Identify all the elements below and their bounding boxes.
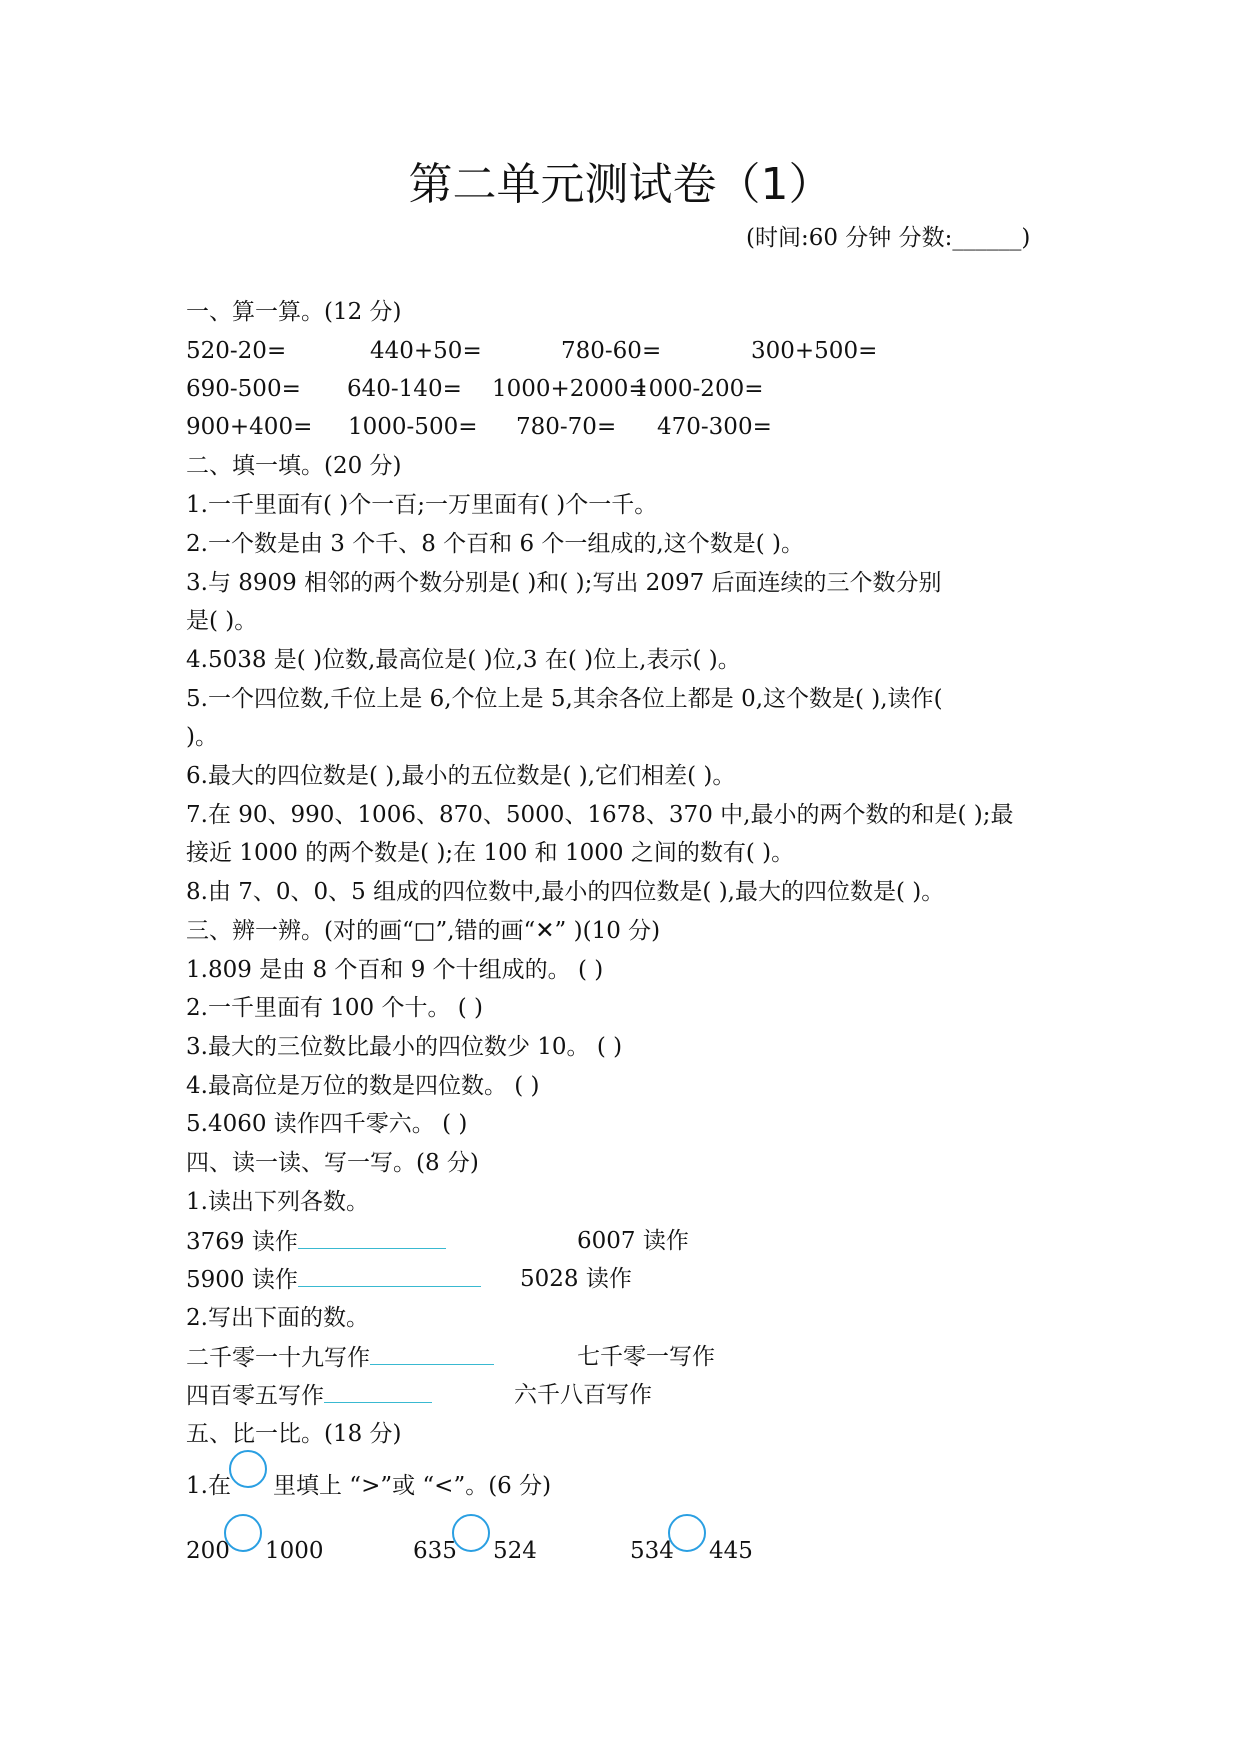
compare-answer-circle[interactable]	[452, 1514, 490, 1552]
compare-left-value: 534	[630, 1538, 674, 1564]
section-3-heading: 三、辨一辨。(对的画“□”,错的画“✕” )(10 分)	[186, 918, 661, 944]
fill-question-3-cont: 是( )。	[186, 608, 258, 634]
fill-question-7-cont: 接近 1000 的两个数是( );在 100 和 1000 之间的数有( )。	[186, 840, 795, 866]
write-subheading: 2.写出下面的数。	[186, 1305, 369, 1331]
fill-question-7: 7.在 90、990、1006、870、5000、1678、370 中,最小的两个数的和是( );最	[186, 802, 1014, 828]
read-item-label: 6007 读作	[577, 1228, 689, 1254]
read-item-label: 5900 读作	[186, 1267, 298, 1293]
write-item-label: 四百零五写作	[186, 1383, 324, 1409]
fill-question-8: 8.由 7、0、0、5 组成的四位数中,最小的四位数是( ),最大的四位数是( )。	[186, 879, 945, 905]
read-subheading: 1.读出下列各数。	[186, 1189, 369, 1215]
fill-question-5: 5.一个四位数,千位上是 6,个位上是 5,其余各位上都是 0,这个数是( ),读作(	[186, 686, 943, 712]
compare-right-value: 524	[493, 1538, 537, 1564]
section-4-heading: 四、读一读、写一写。(8 分)	[186, 1150, 479, 1176]
calc-item: 640-140=	[347, 376, 462, 402]
read-item-label: 5028 读作	[520, 1266, 632, 1292]
calc-item: 690-500=	[186, 376, 301, 402]
read-item	[186, 1226, 446, 1257]
calc-item: 1000+2000=	[492, 376, 648, 402]
calc-item: 470-300=	[657, 414, 772, 440]
answer-blank[interactable]	[370, 1342, 494, 1365]
fill-question-2: 2.一个数是由 3 个千、8 个百和 6 个一组成的,这个数是( )。	[186, 531, 804, 557]
section-5-heading: 五、比一比。(18 分)	[186, 1421, 402, 1447]
fill-question-5-cont: )。	[186, 724, 218, 750]
compare-circle-sample	[229, 1450, 267, 1488]
judge-question-5: 5.4060 读作四千零六。 ( )	[186, 1111, 468, 1137]
calc-item: 900+400=	[186, 414, 313, 440]
judge-question-3: 3.最大的三位数比最小的四位数少 10。 ( )	[186, 1034, 623, 1060]
calc-item: 1000-500=	[348, 414, 478, 440]
exam-meta: (时间:60 分钟 分数:______)	[746, 225, 1031, 251]
compare-instruction-pre: 1.在	[186, 1473, 231, 1499]
write-item-label: 七千零一写作	[577, 1344, 715, 1370]
compare-answer-circle[interactable]	[668, 1514, 706, 1552]
calc-item: 780-60=	[561, 338, 662, 364]
fill-question-3: 3.与 8909 相邻的两个数分别是( )和( );写出 2097 后面连续的三个数分别	[186, 570, 942, 596]
fill-question-1: 1.一千里面有( )个一百;一万里面有( )个一千。	[186, 492, 658, 518]
calc-item: 520-20=	[186, 338, 287, 364]
write-item-label: 二千零一十九写作	[186, 1345, 370, 1371]
compare-left-value: 200	[186, 1538, 230, 1564]
answer-blank[interactable]	[298, 1264, 481, 1287]
compare-left-value: 635	[413, 1538, 457, 1564]
write-item	[186, 1342, 494, 1373]
write-item	[186, 1380, 432, 1411]
fill-question-6: 6.最大的四位数是( ),最小的五位数是( ),它们相差( )。	[186, 763, 736, 789]
calc-item: 780-70=	[516, 414, 617, 440]
calc-item: 1000-200=	[634, 376, 764, 402]
read-item-label: 3769 读作	[186, 1229, 298, 1255]
calc-item: 440+50=	[370, 338, 482, 364]
section-2-heading: 二、填一填。(20 分)	[186, 453, 402, 479]
section-1-heading: 一、算一算。(12 分)	[186, 299, 402, 325]
read-item	[186, 1264, 481, 1295]
calc-item: 300+500=	[751, 338, 878, 364]
judge-question-1: 1.809 是由 8 个百和 9 个十组成的。 ( )	[186, 957, 604, 983]
compare-right-value: 1000	[265, 1538, 324, 1564]
page-title: 第二单元测试卷（1）	[408, 159, 833, 210]
write-item-label: 六千八百写作	[514, 1382, 652, 1408]
compare-right-value: 445	[709, 1538, 753, 1564]
answer-blank[interactable]	[298, 1226, 446, 1249]
compare-instruction-post: 里填上 “>”或 “<”。(6 分)	[273, 1473, 552, 1499]
compare-answer-circle[interactable]	[224, 1514, 262, 1552]
judge-question-4: 4.最高位是万位的数是四位数。 ( )	[186, 1073, 540, 1099]
fill-question-4: 4.5038 是( )位数,最高位是( )位,3 在( )位上,表示( )。	[186, 647, 741, 673]
answer-blank[interactable]	[324, 1380, 432, 1403]
judge-question-2: 2.一千里面有 100 个十。 ( )	[186, 995, 484, 1021]
